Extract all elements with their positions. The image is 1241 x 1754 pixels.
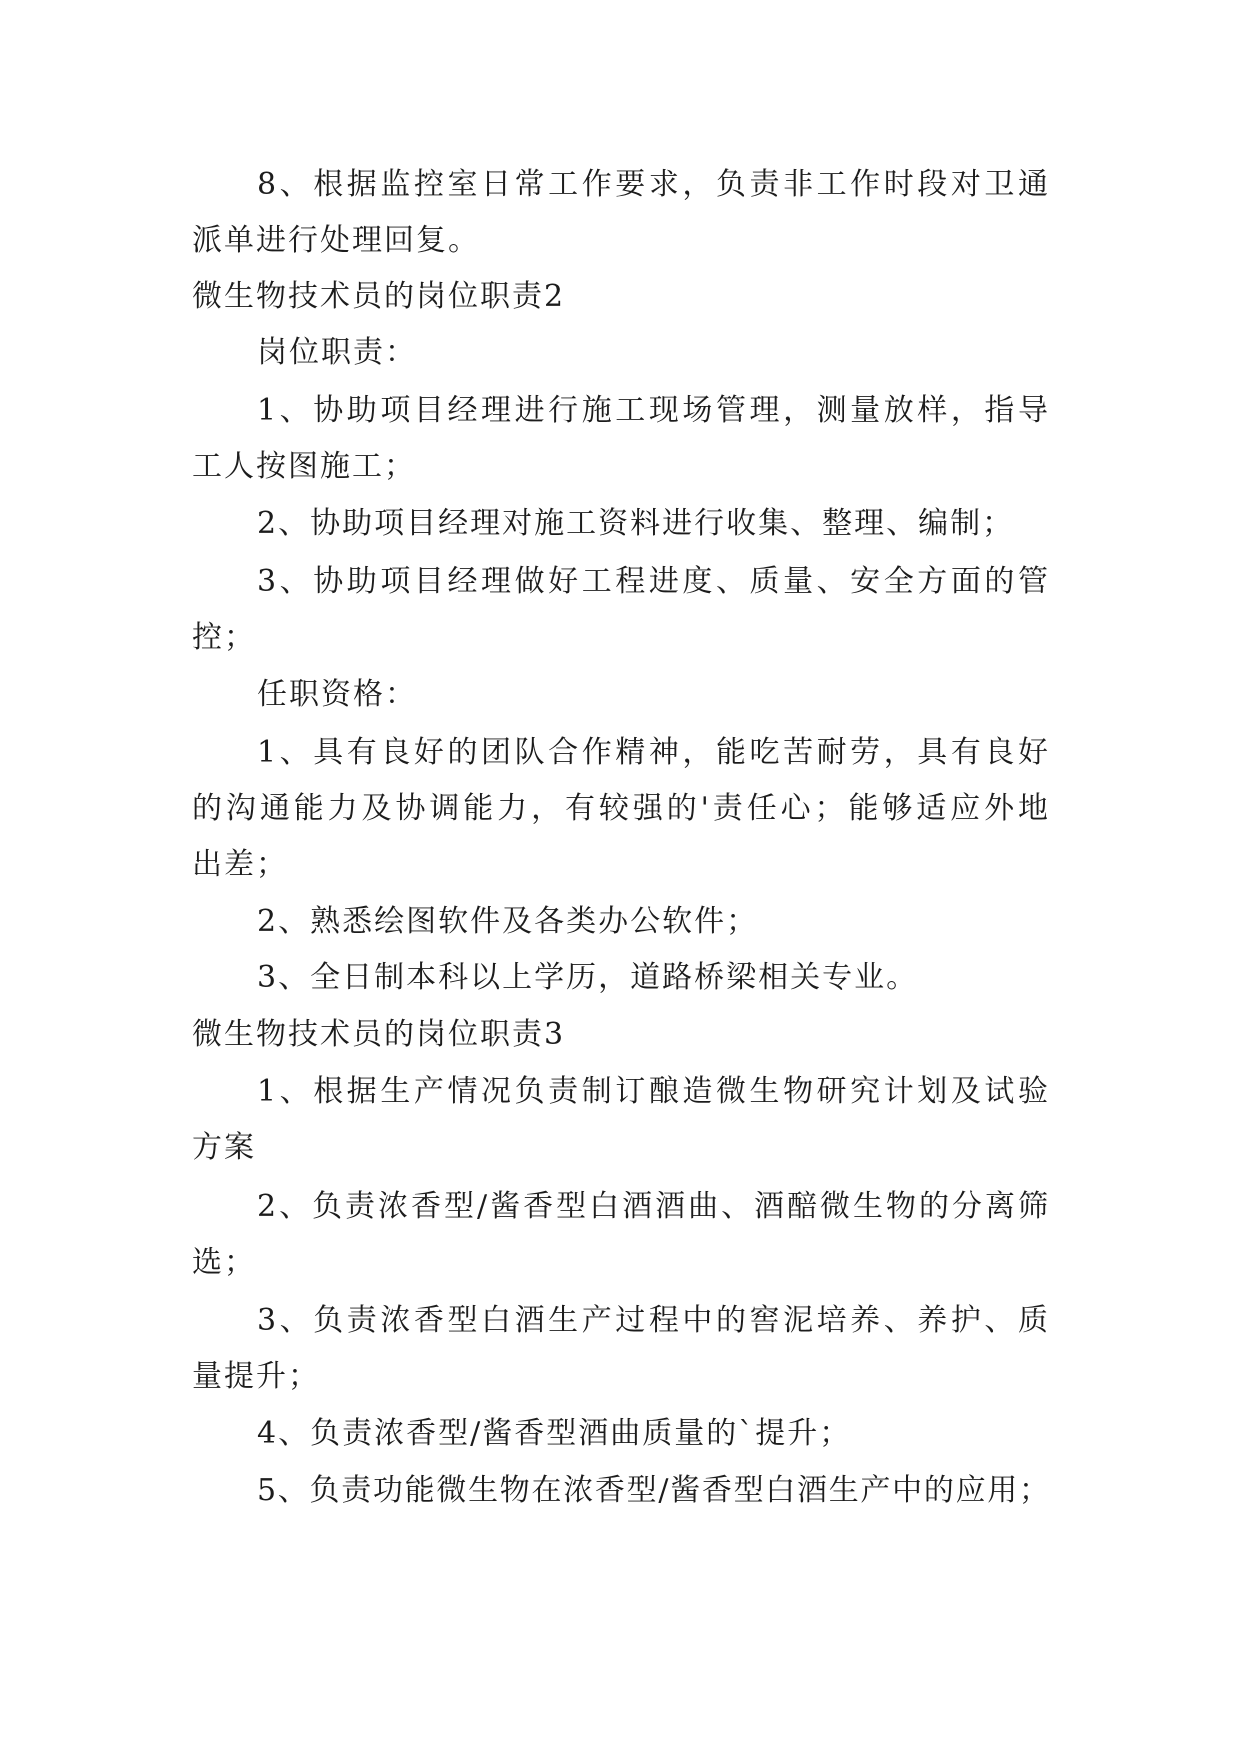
section-2-duty-2-line-1: 2、协助项目经理对施工资料进行收集、整理、编制；: [257, 506, 1015, 541]
section-2-heading: 微生物技术员的岗位职责2: [192, 279, 566, 314]
section-3-duty-2-line-2: 选；: [192, 1245, 256, 1280]
section-3-duty-1-line-2: 方案: [192, 1130, 256, 1165]
section-3-duty-4-line-1: 4、负责浓香型/酱香型酒曲质量的`提升；: [257, 1416, 852, 1451]
section-2-requirement-1-line-2: 的沟通能力及协调能力，有较强的'责任心；能够适应外地: [192, 791, 1050, 826]
section-3-duty-5-line-1: 5、负责功能微生物在浓香型/酱香型白酒生产中的应用；: [257, 1473, 1050, 1508]
section-3-heading: 微生物技术员的岗位职责3: [192, 1017, 566, 1052]
section-2-requirement-1-line-1: 1、具有良好的团队合作精神，能吃苦耐劳，具有良好: [257, 735, 1050, 770]
section-2-duty-3-line-1: 3、协助项目经理做好工程进度、质量、安全方面的管: [257, 564, 1050, 599]
section-3-duty-2-line-1: 2、负责浓香型/酱香型白酒酒曲、酒醅微生物的分离筛: [257, 1189, 1050, 1224]
section-2-requirement-2-line-1: 2、熟悉绘图软件及各类办公软件；: [257, 904, 759, 939]
section-2-duty-1-line-1: 1、协助项目经理进行施工现场管理，测量放样，指导: [257, 393, 1050, 428]
section-3-duty-1-line-1: 1、根据生产情况负责制订酿造微生物研究计划及试验: [257, 1074, 1050, 1109]
section-3-duty-3-line-2: 量提升；: [192, 1359, 320, 1394]
section-2-requirements-label: 任职资格：: [257, 677, 417, 712]
section-2-duties-label: 岗位职责：: [257, 335, 417, 370]
intro-item-8-line-1: 8、根据监控室日常工作要求，负责非工作时段对卫通: [257, 167, 1050, 202]
section-2-requirement-1-line-3: 出差；: [192, 847, 288, 882]
section-2-duty-3-line-2: 控；: [192, 620, 256, 655]
section-2-duty-1-line-2: 工人按图施工；: [192, 449, 416, 484]
intro-item-8-line-2: 派单进行处理回复。: [192, 223, 480, 258]
section-3-duty-3-line-1: 3、负责浓香型白酒生产过程中的窖泥培养、养护、质: [257, 1303, 1050, 1338]
section-2-requirement-3-line-1: 3、全日制本科以上学历，道路桥梁相关专业。: [257, 960, 919, 995]
